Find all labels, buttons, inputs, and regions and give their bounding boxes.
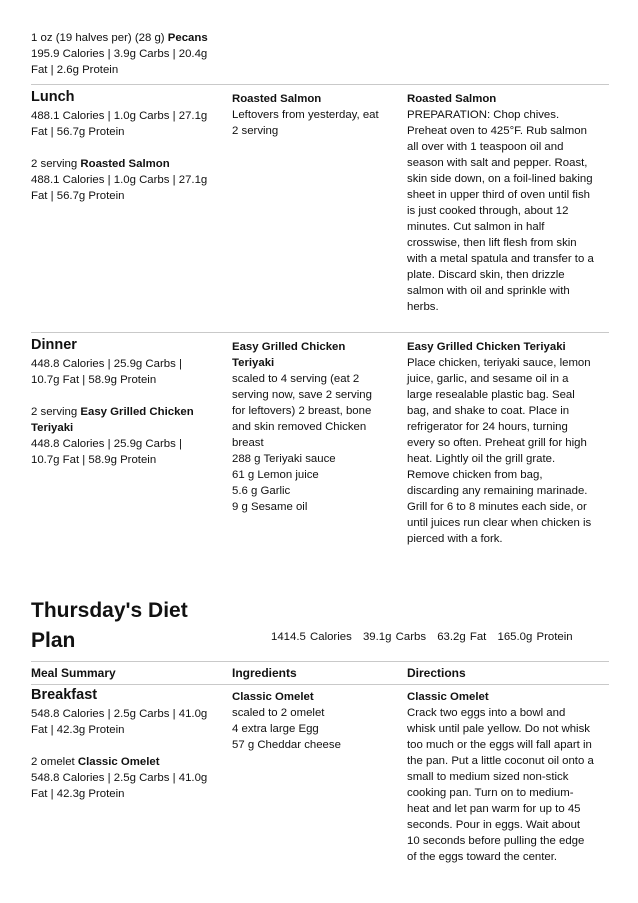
recipe-stats-line: 548.8 Calories | 2.5g Carbs | 41.0g — [31, 772, 208, 784]
day-title-line: Thursday's Diet — [31, 599, 188, 622]
lunch-summary — [31, 85, 226, 204]
recipe-serving: 2 serving — [31, 406, 78, 418]
meal-totals — [31, 356, 226, 388]
meal-row-breakfast — [31, 683, 609, 883]
direction-line: large resealable plastic bag. Seal — [407, 389, 575, 401]
recipe-serving-line — [31, 754, 226, 770]
ingredient-line: for leftovers) 2 breast, bone — [232, 405, 372, 417]
recipe-name: Roasted Salmon — [80, 158, 170, 170]
meal-totals — [31, 706, 226, 738]
recipe-stats-line: Fat | 42.3g Protein — [31, 788, 125, 800]
direction-line: too much or the eggs will fall apart in — [407, 739, 592, 751]
recipe-stats-line: 448.8 Calories | 25.9g Carbs | — [31, 438, 182, 450]
recipe-name: Classic Omelet — [77, 756, 160, 768]
direction-line: bag, and shake to coat. Place in — [407, 405, 570, 417]
snack-amount-line — [31, 30, 231, 46]
directions-recipe-title: Roasted Salmon — [407, 93, 497, 105]
ingredient-line: 57 g Cheddar cheese — [232, 739, 341, 751]
meal-row-lunch — [31, 84, 609, 333]
ingredient-line: 2 serving — [232, 125, 279, 137]
day-total-protein: 165.0g Protein — [497, 631, 573, 643]
direction-line: skin side down, on a foil-lined baking — [407, 173, 593, 185]
direction-line: minutes. Cut salmon in half — [407, 221, 545, 233]
direction-line: heat and let pan warm for up to 45 — [407, 803, 581, 815]
ingredients-recipe-title: Roasted Salmon — [232, 93, 322, 105]
direction-line: cooking pan. Turn on to medium- — [407, 787, 574, 799]
direction-line: all over with 1 teaspoon oil and — [407, 141, 564, 153]
day-total-carbs: 39.1g Carbs — [362, 631, 427, 643]
meal-title: Breakfast — [31, 687, 98, 703]
direction-line: Remove chicken from bag, — [407, 469, 543, 481]
meal-totals-line: Fat | 56.7g Protein — [31, 126, 125, 138]
day-total-fat: 63.2g Fat — [437, 631, 487, 643]
recipe-name: Easy Grilled Chicken — [80, 406, 194, 418]
snack-amount: 1 oz (19 halves per) (28 g) — [31, 32, 165, 44]
direction-line: season with salt and pepper. Roast, — [407, 157, 588, 169]
recipe-stats-line: 488.1 Calories | 1.0g Carbs | 27.1g — [31, 174, 208, 186]
direction-line: crosswise, then lift flesh from skin — [407, 237, 577, 249]
direction-line: 10 seconds before pulling the edge — [407, 835, 585, 847]
ingredient-line: serving now, save 2 serving — [232, 389, 372, 401]
meal-totals-line: 10.7g Fat | 58.9g Protein — [31, 374, 157, 386]
direction-line: whisk until pale yellow. Do not whisk — [407, 723, 590, 735]
recipe-serving-line — [31, 156, 226, 172]
ingredient-line: scaled to 4 serving (eat 2 — [232, 373, 360, 385]
meal-title: Dinner — [31, 337, 77, 353]
direction-line: with a metal spatula and transfer to a — [407, 253, 594, 265]
breakfast-directions — [407, 683, 609, 865]
meal-row-dinner — [31, 332, 609, 553]
ingredients-recipe-title: Easy Grilled Chicken — [232, 341, 346, 353]
recipe-stats-line: Fat | 56.7g Protein — [31, 190, 125, 202]
meal-totals-line: 448.8 Calories | 25.9g Carbs | — [31, 358, 182, 370]
direction-line: PREPARATION: Chop chives. — [407, 109, 560, 121]
meal-totals-line: Fat | 42.3g Protein — [31, 724, 125, 736]
snack-food: Pecans — [167, 32, 208, 44]
direction-line: Place chicken, teriyaki sauce, lemon — [407, 357, 591, 369]
snack-stats: 195.9 Calories | 3.9g Carbs | 20.4g — [31, 48, 208, 60]
snack-stats: Fat | 2.6g Protein — [31, 64, 119, 76]
direction-line: Grill for 6 to 8 minutes each side, or — [407, 501, 587, 513]
dinner-directions — [407, 333, 609, 547]
breakfast-summary — [31, 683, 226, 802]
ingredient-line: 9 g Sesame oil — [232, 501, 308, 513]
recipe-serving: 2 serving — [31, 158, 78, 170]
ingredient-line: 5.6 g Garlic — [232, 485, 291, 497]
direction-line: Preheat oven to 425°F. Rub salmon — [407, 125, 587, 137]
ingredient-line: Leftovers from yesterday, eat — [232, 109, 379, 121]
lunch-ingredients — [232, 85, 397, 139]
direction-line: every so often. Preheat grill for high — [407, 437, 587, 449]
meal-totals-line: 548.8 Calories | 2.5g Carbs | 41.0g — [31, 708, 208, 720]
ingredients-recipe-title: Classic Omelet — [232, 691, 314, 703]
day-title — [31, 596, 271, 656]
directions-recipe-title: Classic Omelet — [407, 691, 489, 703]
direction-line: pierced with a fork. — [407, 533, 503, 545]
ingredient-line: 4 extra large Egg — [232, 723, 319, 735]
day-title-line: Plan — [31, 629, 76, 652]
dinner-ingredients — [232, 333, 397, 515]
day-total-calories: 1414.5 Calories — [271, 631, 352, 643]
direction-line: until juices run clear when chicken is — [407, 517, 592, 529]
breakfast-ingredients — [232, 683, 397, 753]
direction-line: refrigerator for 24 hours, turning — [407, 421, 568, 433]
dinner-summary — [31, 333, 226, 468]
ingredient-line: 61 g Lemon juice — [232, 469, 319, 481]
snack-pecans-entry — [31, 30, 231, 78]
ingredients-recipe-title: Teriyaki — [232, 357, 275, 369]
table-header — [31, 661, 609, 685]
recipe-serving: 2 omelet — [31, 756, 75, 768]
header-directions: Directions — [407, 666, 466, 680]
ingredient-line: breast — [232, 437, 264, 449]
recipe-name: Teriyaki — [31, 422, 74, 434]
direction-line: the pan. Put a little coconut oil onto a — [407, 755, 594, 767]
ingredient-line: 288 g Teriyaki sauce — [232, 453, 336, 465]
direction-line: of the eggs toward the center. — [407, 851, 558, 863]
header-ingredients: Ingredients — [232, 666, 297, 680]
directions-recipe-title: Easy Grilled Chicken Teriyaki — [407, 341, 566, 353]
header-meal-summary: Meal Summary — [31, 666, 116, 680]
direction-line: small to medium sized non-stick — [407, 771, 569, 783]
recipe-serving-line — [31, 404, 226, 420]
direction-line: seconds. Pour in eggs. Wait about — [407, 819, 581, 831]
direction-line: herbs. — [407, 301, 439, 313]
direction-line: juice, garlic, and sesame oil in a — [407, 373, 569, 385]
direction-line: discarding any remaining marinade. — [407, 485, 588, 497]
meal-totals-line: 488.1 Calories | 1.0g Carbs | 27.1g — [31, 110, 208, 122]
direction-line: Crack two eggs into a bowl and — [407, 707, 566, 719]
direction-line: heat. Lightly oil the grill grate. — [407, 453, 556, 465]
meal-totals — [31, 108, 226, 140]
direction-line: plate. Discard skin, then drizzle — [407, 269, 565, 281]
recipe-stats-line: 10.7g Fat | 58.9g Protein — [31, 454, 157, 466]
ingredient-line: and skin removed Chicken — [232, 421, 367, 433]
meal-title: Lunch — [31, 89, 75, 105]
direction-line: sheet in upper third of oven until fish — [407, 189, 590, 201]
ingredient-line: scaled to 2 omelet — [232, 707, 325, 719]
direction-line: is just cooked through, about 12 — [407, 205, 569, 217]
day-totals — [271, 631, 580, 643]
lunch-directions — [407, 85, 609, 315]
direction-line: salmon with oil and sprinkle with — [407, 285, 570, 297]
